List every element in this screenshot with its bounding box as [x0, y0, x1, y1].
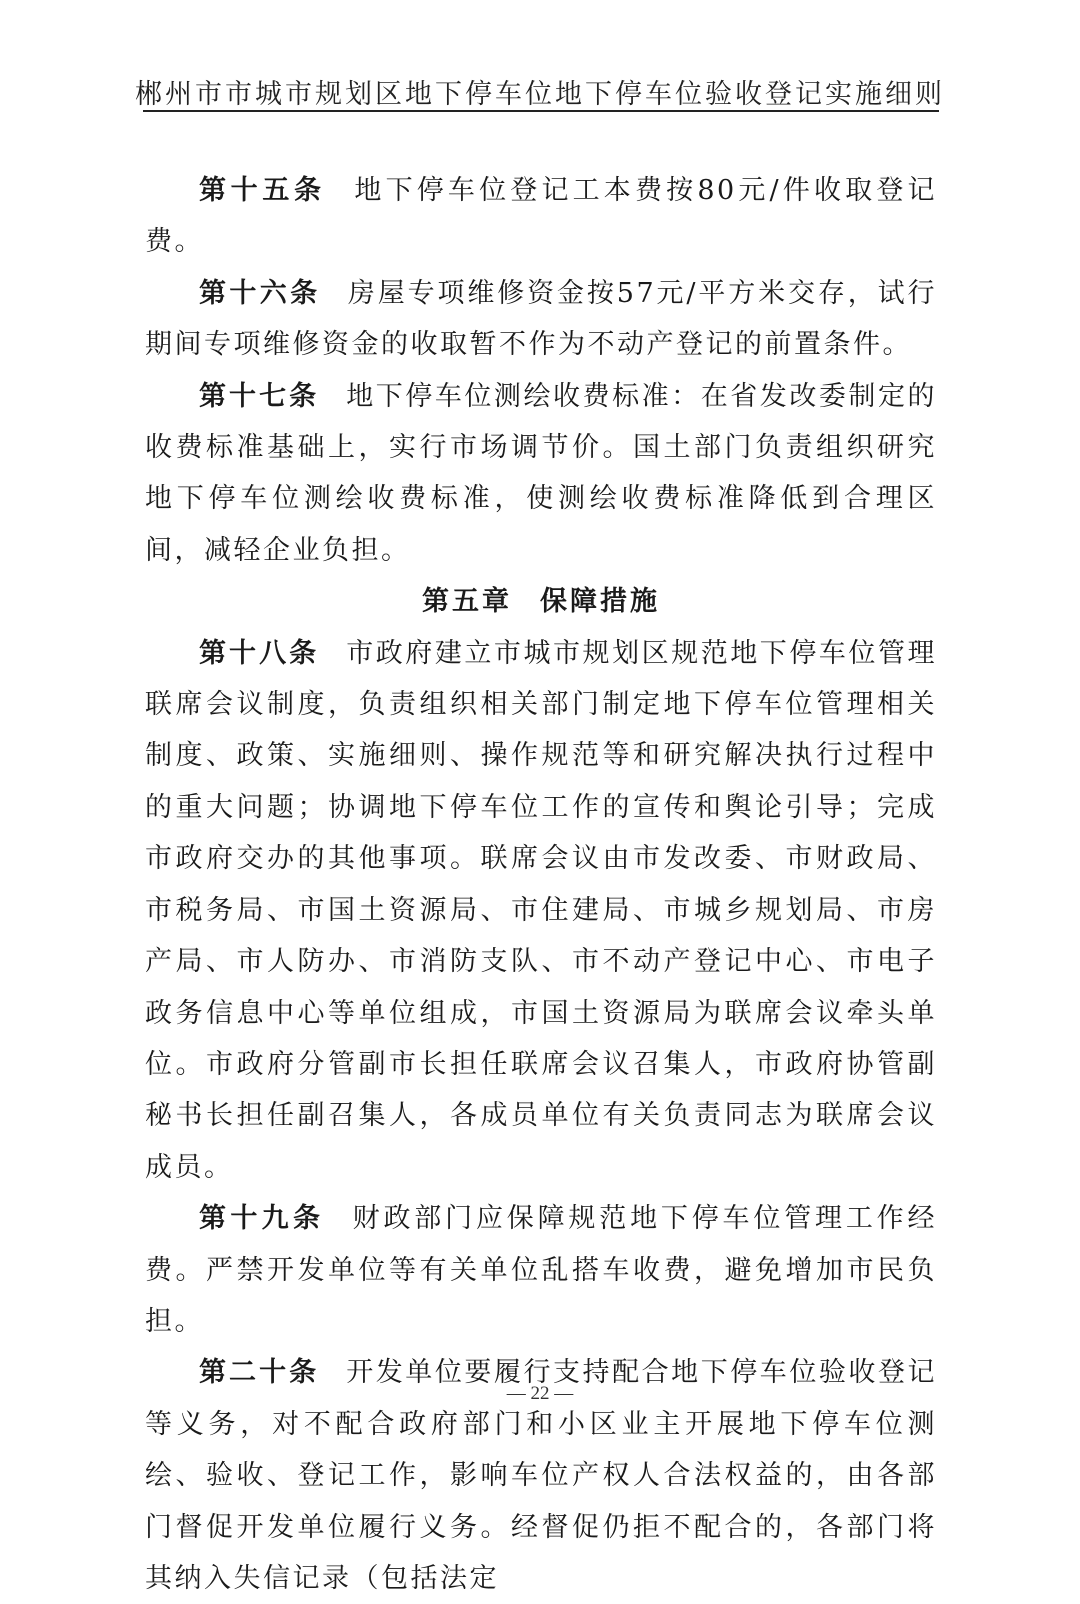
article-text: 市政府建立市城市规划区规范地下停车位管理联席会议制度，负责组织相关部门制定地下停车位管理相关制度、政策、实施细则、操作规范等和研究解决执行过程中的重大问题；协调地下停车位工作的宣传和舆论引导；完成市政府交办的其他事项。联席会议由市发改委、市财政局、市税务局、市国土资源局、市住建局、市城乡规划局、市房产局、市人防办、市消防支队、市不动产登记中心、市电子政务信息中心等单位组成，市国土资源局为联席会议牵头单位。市政府分管副市长担任联席会议召集人，市政府协管副秘书长担任副召集人，各成员单位有关负责同志为联席会议成员。	[145, 637, 938, 1183]
chapter-number: 第五章	[422, 586, 512, 618]
chapter-heading	[145, 576, 937, 627]
document-header-title: 郴州市市城市规划区地下停车位地下停车位验收登记实施细则	[135, 79, 945, 110]
article-17	[145, 371, 937, 577]
article-title: 第十六条	[199, 277, 321, 309]
article-15	[145, 165, 937, 268]
article-18	[145, 628, 937, 1193]
article-title: 第二十条	[199, 1357, 320, 1389]
article-title: 第十九条	[199, 1203, 325, 1235]
article-19	[145, 1193, 937, 1347]
article-title: 第十八条	[199, 637, 320, 669]
article-text: 财政部门应保障规范地下停车位管理工作经费。严禁开发单位等有关单位乱搭车收费，避免增加市民负担。	[145, 1203, 938, 1337]
article-title: 第十五条	[199, 175, 326, 206]
article-text: 开发单位要履行支持配合地下停车位验收登记等义务，对不配合政府部门和小区业主开展地下停车位测绘、验收、登记工作，影响车位产权人合法权益的，由各部门督促开发单位履行义务。经督促仍拒不配合的，各部门将其纳入失信记录（包括法定	[145, 1357, 938, 1594]
article-text: 地下停车位登记工本费按80元/件收取登记费。	[145, 175, 938, 258]
article-text: 房屋专项维修资金按57元/平方米交存，试行期间专项维修资金的收取暂不作为不动产登记的前置条件。	[145, 277, 938, 361]
page-number: — 22 —	[506, 1383, 574, 1404]
article-title: 第十七条	[199, 380, 320, 412]
header-divider	[143, 110, 939, 112]
article-16	[145, 268, 937, 371]
article-text: 地下停车位测绘收费标准：在省发改委制定的收费标准基础上，实行市场调节价。国土部门负责组织研究地下停车位测绘收费标准，使测绘收费标准降低到合理区间，减轻企业负担。	[145, 380, 938, 566]
chapter-name: 保障措施	[540, 586, 660, 618]
